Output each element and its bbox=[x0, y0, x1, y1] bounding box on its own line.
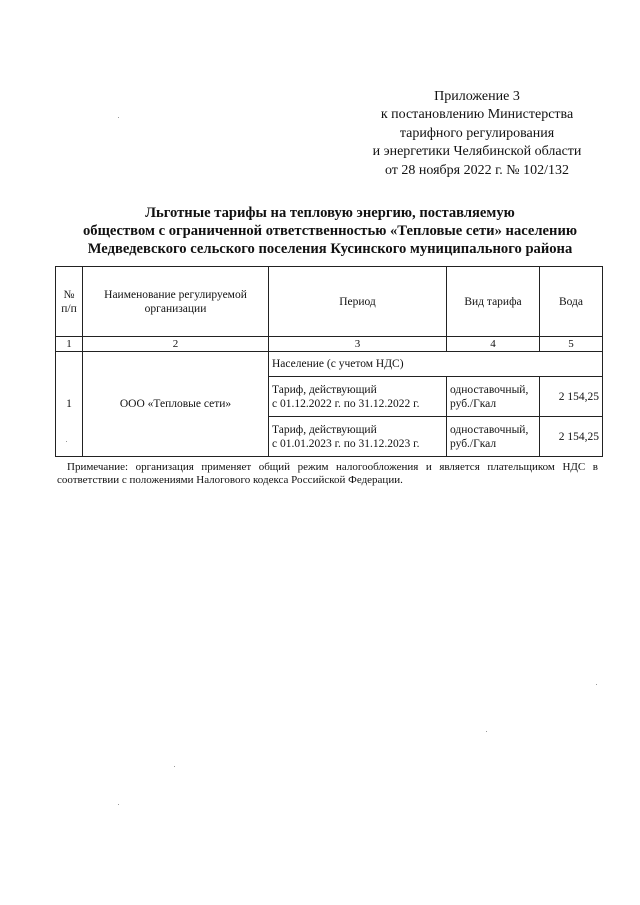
column-number: 5 bbox=[540, 337, 603, 352]
period-cell: Тариф, действующий с 01.12.2022 г. по 31.12.2022 г. bbox=[269, 377, 447, 417]
title-line: Льготные тарифы на тепловую энергию, поставляемую bbox=[145, 205, 515, 221]
title-line: Медведевского сельского поселения Кусинского муниципального района bbox=[87, 241, 573, 257]
column-number: 3 bbox=[269, 337, 447, 352]
period-cell: Тариф, действующий с 01.01.2023 г. по 31.12.2023 г. bbox=[269, 417, 447, 457]
appendix-line: и энергетики Челябинской области bbox=[372, 144, 582, 160]
group-label: Население (с учетом НДС) bbox=[269, 352, 603, 377]
column-numbers-row bbox=[56, 337, 603, 352]
appendix-line: от 28 ноября 2022 г. № 102/132 bbox=[384, 162, 570, 178]
row-number: 1 bbox=[56, 352, 83, 457]
scan-speck bbox=[118, 804, 119, 805]
row-organization: ООО «Тепловые сети» bbox=[83, 352, 269, 457]
water-value-cell: 2 154,25 bbox=[540, 377, 603, 417]
tariff-type-cell: одноставочный, руб./Гкал bbox=[447, 417, 540, 457]
water-value-cell: 2 154,25 bbox=[540, 417, 603, 457]
column-number: 1 bbox=[56, 337, 83, 352]
title-line: обществом с ограниченной ответственностью «Тепловые сети» населению bbox=[82, 223, 578, 239]
tariff-table bbox=[55, 266, 603, 457]
scan-speck bbox=[596, 684, 597, 685]
header-num: № п/п bbox=[56, 267, 83, 337]
scan-speck bbox=[66, 441, 67, 442]
appendix-line: к постановлению Министерства bbox=[380, 107, 574, 123]
scan-speck bbox=[118, 117, 119, 118]
header-tariff-type: Вид тарифа bbox=[447, 267, 540, 337]
scan-speck bbox=[486, 731, 487, 732]
appendix-line: Приложение 3 bbox=[434, 89, 520, 104]
appendix-header bbox=[352, 88, 602, 180]
header-period: Период bbox=[269, 267, 447, 337]
header-org: Наименование регулируемой организации bbox=[83, 267, 269, 337]
document-title bbox=[50, 204, 610, 258]
table-row bbox=[56, 352, 603, 377]
header-water: Вода bbox=[540, 267, 603, 337]
appendix-line: тарифного регулирования bbox=[399, 125, 555, 141]
footnote-text: Примечание: организация применяет общий режим налогообложения и является плательщиком НДС в соответствии с положениями Налогового кодекса Российской Федерации. bbox=[57, 461, 598, 486]
column-number: 2 bbox=[83, 337, 269, 352]
scan-speck bbox=[174, 766, 175, 767]
table-header-row bbox=[56, 267, 603, 337]
footnote bbox=[57, 461, 598, 487]
tariff-type-cell: одноставочный, руб./Гкал bbox=[447, 377, 540, 417]
column-number: 4 bbox=[447, 337, 540, 352]
